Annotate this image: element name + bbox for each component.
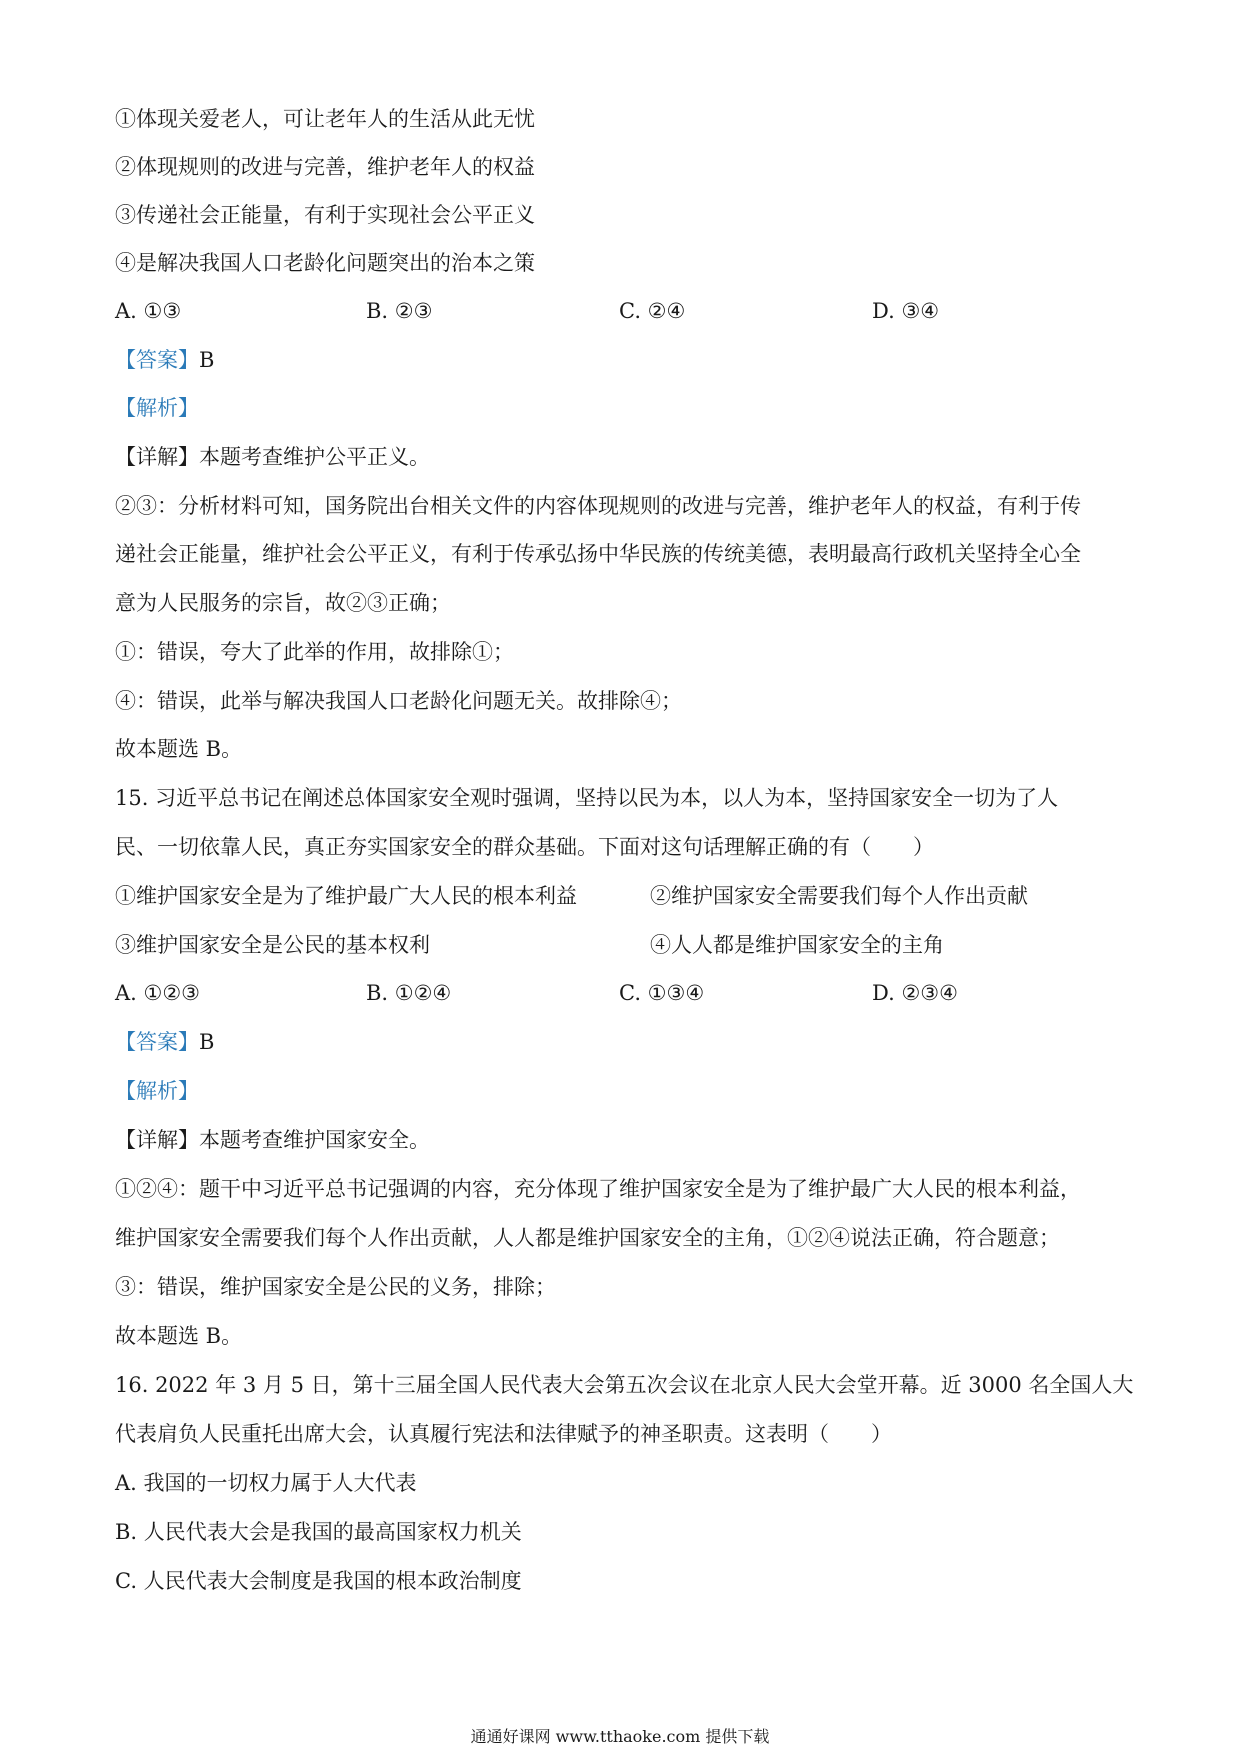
q15-option-d: D. ②③④ (872, 981, 958, 1005)
q14-option-d: D. ③④ (872, 299, 940, 323)
q14-explanation-line: ④：错误，此举与解决我国人口老龄化问题无关。故排除④； (115, 689, 682, 713)
q15-explanation-line: ①②④：题干中习近平总书记强调的内容，充分体现了维护国家安全是为了维护最广大人民的根本利益， (115, 1177, 1081, 1201)
q14-explanation-line: ②③：分析材料可知，国务院出台相关文件的内容体现规则的改进与完善，维护老年人的权益，有利于传 (115, 494, 1081, 518)
q14-explanation-line: ①：错误，夸大了此举的作用，故排除①； (115, 640, 514, 664)
q16-stem-line: 代表肩负人民重托出席大会，认真履行宪法和法律赋予的神圣职责。这表明（ ） (115, 1422, 892, 1446)
q16-stem-line: 16. 2022 年 3 月 5 日，第十三届全国人民代表大会第五次会议在北京人民大会堂开幕。近 3000 名全国人大 (115, 1373, 1134, 1397)
answer-value: B (199, 348, 215, 372)
q15-stem-line: 15. 习近平总书记在阐述总体国家安全观时强调，坚持以民为本，以人为本，坚持国家安全一切为了人 (115, 786, 1059, 810)
q14-answer (115, 346, 214, 374)
q16-option-c: C. 人民代表大会制度是我国的根本政治制度 (115, 1569, 522, 1593)
q14-statement-1: ①体现关爱老人，可让老年人的生活从此无忧 (115, 107, 535, 131)
q15-option-b: B. ①②④ (366, 981, 452, 1005)
q14-conclusion: 故本题选 B。 (115, 737, 243, 761)
q15-conclusion: 故本题选 B。 (115, 1324, 243, 1348)
q15-answer (115, 1028, 214, 1056)
q15-explanation-line: ③：错误，维护国家安全是公民的义务，排除； (115, 1275, 556, 1299)
q14-statement-2: ②体现规则的改进与完善，维护老年人的权益 (115, 155, 535, 179)
q15-statement-2: ②维护国家安全需要我们每个人作出贡献 (650, 884, 1028, 908)
q14-option-c: C. ②④ (619, 299, 686, 323)
q15-option-a: A. ①②③ (115, 981, 200, 1005)
detail-tag: 【详解】 (115, 1128, 199, 1152)
q15-option-c: C. ①③④ (619, 981, 705, 1005)
q14-option-b: B. ②③ (366, 299, 433, 323)
q14-analysis-tag: 【解析】 (115, 396, 199, 420)
detail-tag: 【详解】 (115, 445, 199, 469)
page-footer: 通通好课网 www.tthaoke.com 提供下载 (470, 1727, 770, 1746)
q15-analysis-tag: 【解析】 (115, 1079, 199, 1103)
q14-explanation-line: 递社会正能量，维护社会公平正义，有利于传承弘扬中华民族的传统美德，表明最高行政机关坚持全心全 (115, 542, 1081, 566)
q14-option-a: A. ①③ (115, 299, 182, 323)
q15-stem-line: 民、一切依靠人民，真正夯实国家安全的群众基础。下面对这句话理解正确的有（ ） (115, 835, 934, 859)
answer-tag: 【答案】 (115, 1030, 199, 1054)
q14-explanation-line: 意为人民服务的宗旨，故②③正确； (115, 591, 451, 615)
q14-detail (115, 443, 430, 471)
q14-statement-3: ③传递社会正能量，有利于实现社会公平正义 (115, 203, 535, 227)
q16-option-a: A. 我国的一切权力属于人大代表 (115, 1471, 417, 1495)
q15-explanation-line: 维护国家安全需要我们每个人作出贡献，人人都是维护国家安全的主角，①②④说法正确，符合题意； (115, 1226, 1060, 1250)
q15-statement-1: ①维护国家安全是为了维护最广大人民的根本利益 (115, 884, 577, 908)
q14-statement-4: ④是解决我国人口老龄化问题突出的治本之策 (115, 251, 535, 275)
q15-detail (115, 1126, 430, 1154)
q15-statement-4: ④人人都是维护国家安全的主角 (650, 933, 944, 957)
detail-text: 本题考查维护国家安全。 (199, 1128, 430, 1152)
answer-tag: 【答案】 (115, 348, 199, 372)
detail-text: 本题考查维护公平正义。 (199, 445, 430, 469)
q16-option-b: B. 人民代表大会是我国的最高国家权力机关 (115, 1520, 522, 1544)
q15-statement-3: ③维护国家安全是公民的基本权利 (115, 933, 430, 957)
answer-value: B (199, 1030, 215, 1054)
